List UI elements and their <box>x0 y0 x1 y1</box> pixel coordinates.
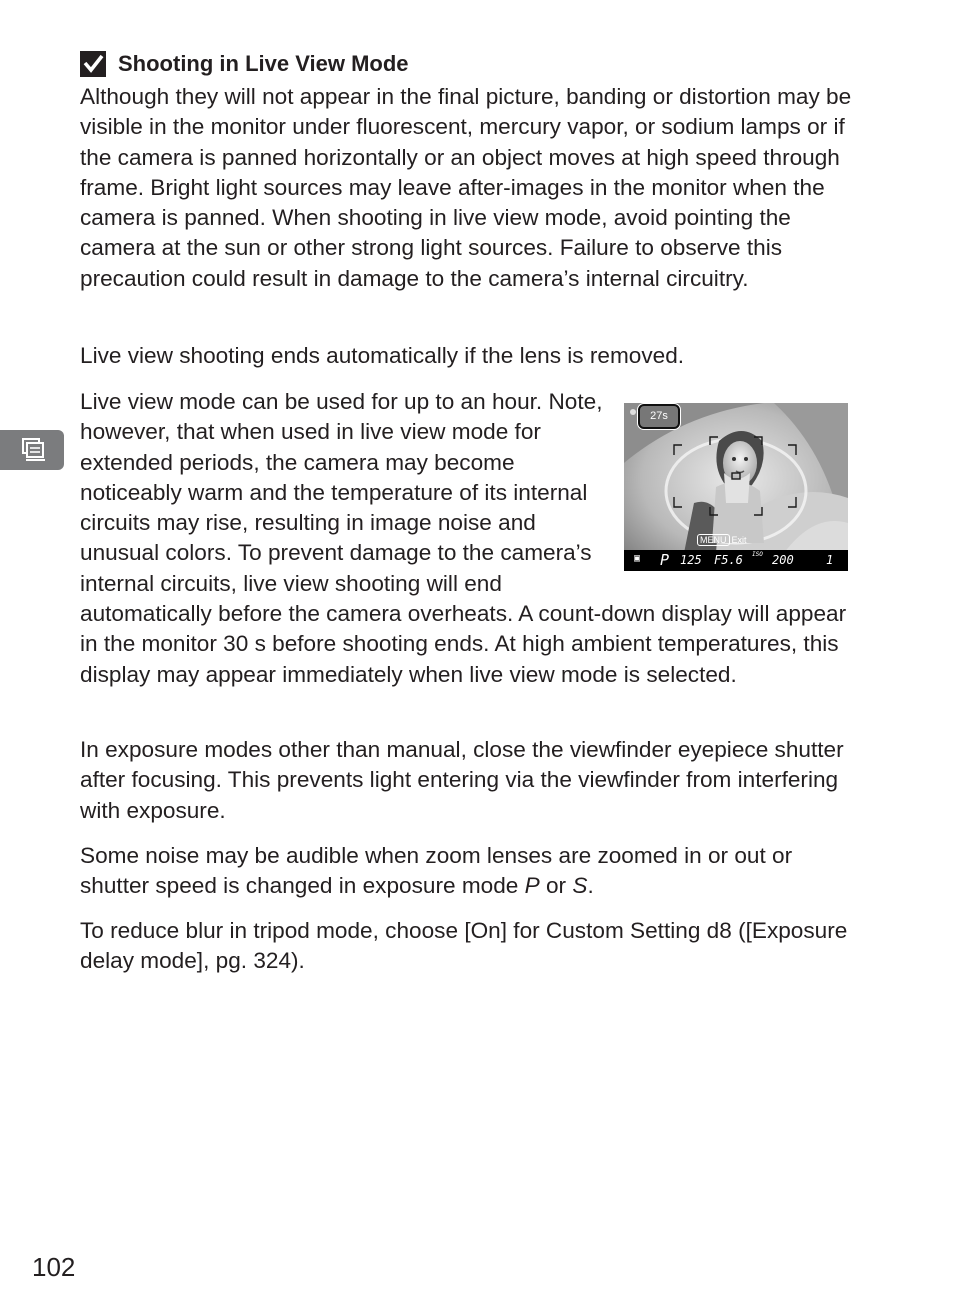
monitor-status-bar <box>624 550 848 571</box>
monitor-hint <box>697 533 747 547</box>
exposure-mode-p: P <box>524 873 540 899</box>
note-title: Shooting in Live View Mode <box>118 51 409 76</box>
paragraph-tripod-blur: To reduce blur in tripod mode, choose [On] for Custom Setting d8 ([Exposure delay mode], pg. 324). <box>80 918 848 974</box>
live-view-tab-icon <box>22 438 46 462</box>
metering-icon: ▣ <box>634 553 641 564</box>
caution-check-icon <box>80 51 106 77</box>
page-number: 102 <box>32 1252 76 1282</box>
exposure-mode-s: S <box>572 873 588 899</box>
status-iso-label: ISO <box>752 551 763 558</box>
paragraph-eyepiece: In exposure modes other than manual, close the viewfinder eyepiece shutter after focusing. This prevents light entering via the viewfinder from interfering with exposure. <box>80 737 844 823</box>
overheating-text: Live view mode can be used for up to an hour. Note, however, that when used in live view mode for extended periods, the camera may become noticeably warm and the temperature of its internal circuits may rise, resulting in image noise and unusual colors. To prevent damage to the camera’s internal circuits, live view shooting will end automatically before the camera overheats. A count-down display will appear in the monitor 30 s before shooting ends. At high ambient temperatures, this display may appear immediately when live view mode is selected. <box>80 389 847 687</box>
paragraph-zoom-noise <box>80 841 855 902</box>
zoom-noise-end: . <box>587 873 594 899</box>
live-view-section-tab <box>0 430 64 470</box>
zoom-noise-text: Some noise may be audible when zoom lenses are zoomed in or out or shutter speed is changed in exposure mode <box>80 843 793 899</box>
countdown-display: 27s <box>638 404 680 429</box>
zoom-noise-or: or <box>539 873 573 899</box>
monitor-hint-label: Exit <box>731 535 747 545</box>
live-view-monitor-illustration <box>624 403 848 571</box>
status-aperture: F5.6 <box>714 553 743 567</box>
note-heading <box>80 48 409 80</box>
menu-button-icon: MENU <box>697 534 730 546</box>
paragraph-lens-removed: Live view shooting ends automatically if the lens is removed. <box>80 343 685 368</box>
status-frames: 1 <box>826 553 834 567</box>
status-mode: P <box>660 551 670 569</box>
status-shutter: 125 <box>680 553 702 567</box>
status-iso: 200 <box>772 553 794 567</box>
paragraph-banding-warning: Although they will not appear in the final picture, banding or distortion may be visible in the monitor under fluorescent, mercury vapor, or sodium lamps or if the camera is panned horizontally or an object moves at high speed through frame. Bright light sources may leave after-images in the monitor when the camera is panned. When shooting in live view mode, avoid pointing the camera at the sun or other strong light sources. Failure to observe this precaution could result in damage to the camera’s internal circuitry. <box>80 84 852 291</box>
